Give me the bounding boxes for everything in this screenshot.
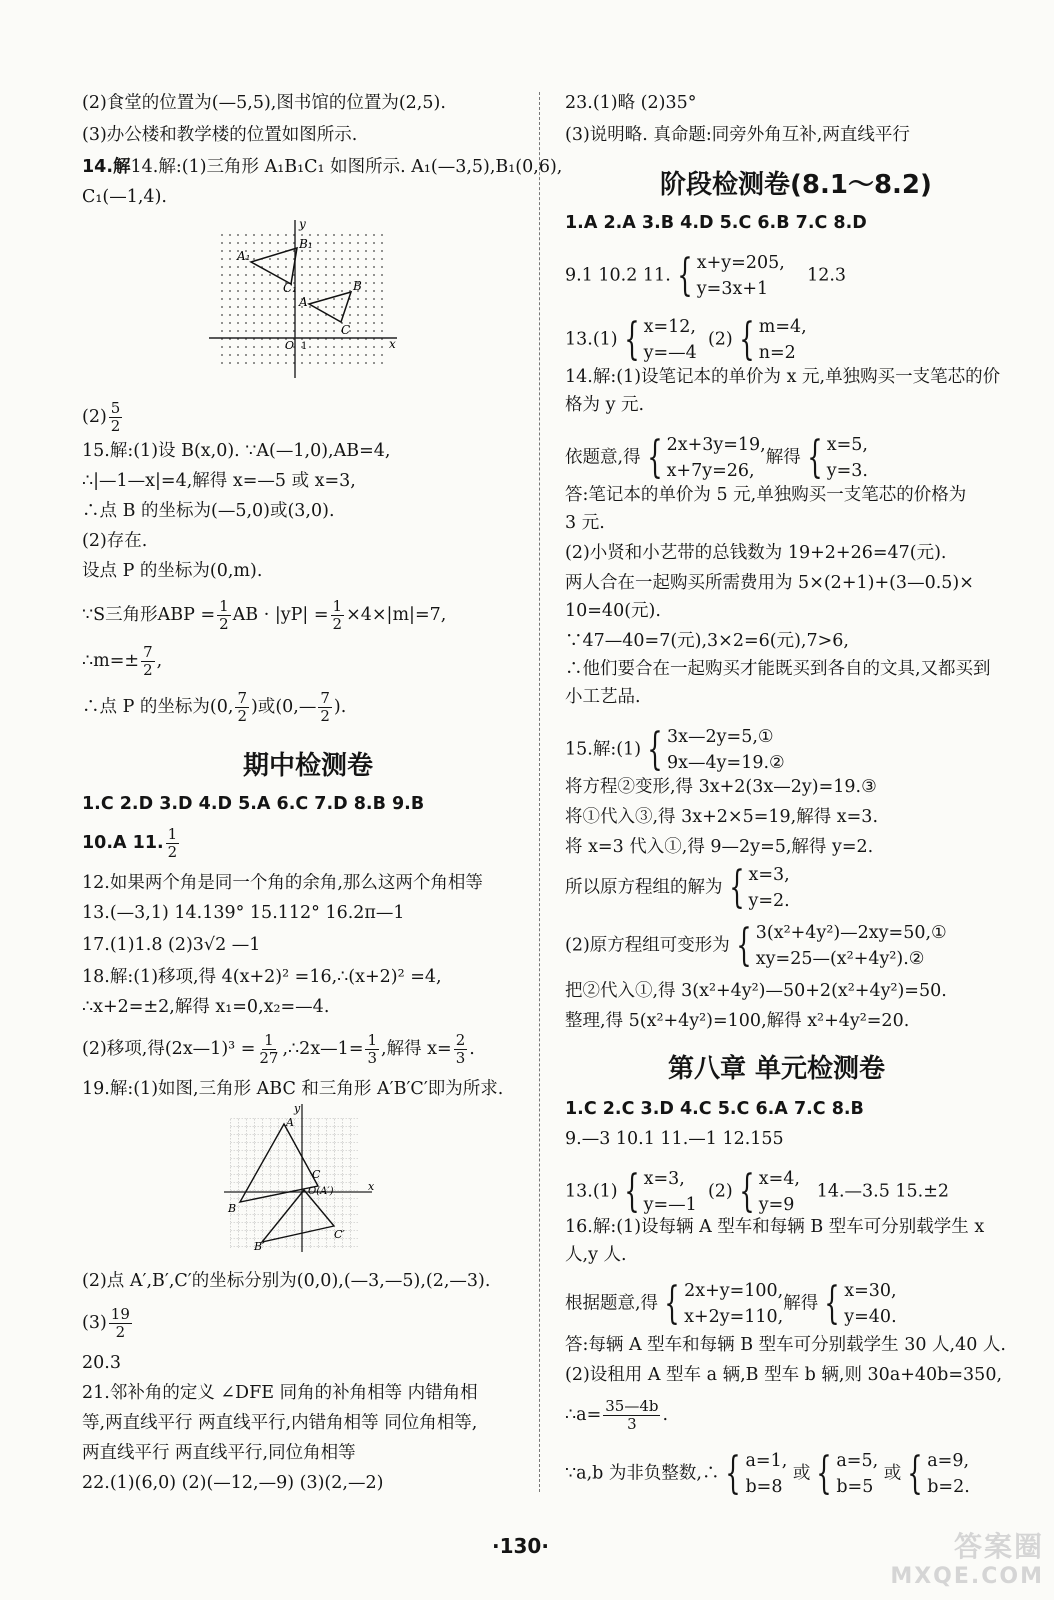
eq-group <box>745 1448 787 1500</box>
label-o-a-prime: O(A′) <box>308 1186 334 1197</box>
brace: { <box>907 1448 923 1499</box>
frac-den: 27 <box>259 1049 279 1067</box>
frac-2-3 <box>454 1032 468 1067</box>
frac-1-27 <box>257 1032 280 1067</box>
system-q14-b <box>801 432 868 484</box>
q14-line2: C₁(—1,4). <box>82 187 167 207</box>
brace: { <box>824 1278 840 1329</box>
stage-q14-c <box>565 432 868 484</box>
label-c: C <box>312 1168 321 1181</box>
stage-q14-e: 3 元. <box>565 513 605 533</box>
system-q15-sol <box>723 862 790 914</box>
s9-text: 9.1 10.2 11. <box>565 265 671 286</box>
system-c13-1 <box>618 1166 697 1218</box>
y-axis-letter: y <box>299 218 306 231</box>
s14c-text2: 解得 <box>765 447 801 468</box>
stage-q15-e <box>565 862 790 914</box>
midterm-q19-a: 19.解:(1)如图,三角形 ABC 和三角形 A′B′C′即为所求. <box>82 1079 504 1099</box>
midterm-q21-c: 两直线平行 两直线平行,同位角相等 <box>82 1443 356 1463</box>
stage-q14-g: 两人合在一起购买所需费用为 5×(2+1)+(3—0.5)× <box>565 573 974 593</box>
chapter8-q16-d: 答:每辆 A 型车和每辆 B 型车可分别载学生 30 人,40 人. <box>565 1335 1006 1355</box>
eq-line: 3(x²+4y²)—2xy=50,① <box>755 923 947 943</box>
frac-num: 7 <box>143 643 153 661</box>
system-sol2 <box>810 1448 878 1500</box>
brace: { <box>816 1448 833 1499</box>
stage-answers-1-8: 1.A 2.A 3.B 4.D 5.C 6.B 7.C 8.D <box>565 213 867 233</box>
q15-area-eq <box>82 598 446 633</box>
stage-q15-h: 整理,得 5(x²+4y²)=100,解得 x²+4y²=20. <box>565 1011 910 1031</box>
frac-num: 1 <box>219 597 229 615</box>
area-text1: ∵S三角形ABP = <box>82 605 216 625</box>
eq-line: a=5, <box>836 1451 879 1471</box>
frac-half-2 <box>331 598 345 633</box>
q15-p-coords <box>82 690 346 725</box>
chapter8-title: 第八章 单元检测卷 <box>668 1054 886 1084</box>
system-q13-2 <box>733 314 807 366</box>
eq-group <box>749 862 790 914</box>
watermark-logo <box>890 1532 1044 1592</box>
frac-p2 <box>318 690 332 725</box>
m18c-text3: ,解得 x= <box>381 1039 452 1059</box>
eq-line: a=9, <box>927 1451 970 1471</box>
brace: { <box>677 250 693 301</box>
eq-line: y=2. <box>748 891 790 911</box>
midterm-q13-16: 13.(—3,1) 14.139° 15.112° 16.2π—1 <box>82 903 405 923</box>
system-c16-a <box>658 1278 783 1330</box>
c14-text: 14.—3.5 15.±2 <box>816 1181 950 1202</box>
c16c-text1: 根据题意,得 <box>565 1293 659 1314</box>
stage-q15-f <box>565 920 947 972</box>
frac-num: 7 <box>237 689 247 707</box>
s15a-text: 15.解:(1) <box>565 739 642 760</box>
eq-line: b=8 <box>745 1477 783 1497</box>
eq-line: y=40. <box>844 1307 897 1327</box>
brace: { <box>739 1166 755 1217</box>
midterm-q18-c: (2)移项,得(2x—1)³ = $\frac{1}{27}$ ,∴2x—1= $\frac{1}{3}$ ,解得 x= $\frac{2}{3}$ . <box>82 1031 475 1067</box>
system-q13-1 <box>618 314 697 366</box>
midterm-q22: 22.(1)(6,0) (2)(—12,—9) (3)(2,—2) <box>82 1473 384 1493</box>
midterm-q18-b: ∴x+2=±2,解得 x₁=0,x₂=—4. <box>82 997 330 1017</box>
eq-line: 2x+3y=19, <box>666 435 766 455</box>
frac-num: 5 <box>110 399 121 417</box>
m19c-label: (3) <box>82 1313 107 1333</box>
m10-text: 10.A 11. <box>82 833 164 853</box>
m18c-text2: ,∴2x—1= <box>282 1039 364 1059</box>
x-axis-letter: x <box>389 337 396 351</box>
p-text1: ∴点 P 的坐标为 <box>82 697 210 717</box>
midterm-q18-a: 18.解:(1)移项,得 4(x+2)² =16,∴(x+2)² =4, <box>82 967 442 987</box>
system-q11 <box>671 250 785 302</box>
stage-q14-f: (2)小贤和小艺带的总钱数为 19+2+26=47(元). <box>565 543 947 563</box>
frac-num: 7 <box>320 689 330 707</box>
eq-group <box>697 250 785 302</box>
stage-q14-h: 10=40(元). <box>565 601 661 621</box>
eq-group <box>759 1166 800 1218</box>
q14-part2-label: (2) <box>82 407 107 427</box>
frac-den: 2 <box>320 707 330 725</box>
brace: { <box>739 314 755 365</box>
frac-den: 2 <box>115 1323 126 1341</box>
frac-den: 2 <box>332 615 343 633</box>
midterm-q19-c <box>82 1306 134 1341</box>
stage-q14-j: ∴他们要合在一起购买才能既买到各自的文具,又都买到 <box>565 659 991 679</box>
stage-test-title: 阶段检测卷(8.1～8.2) <box>660 170 932 200</box>
page-number: ·130· <box>492 1534 549 1558</box>
frac-half-11 <box>166 826 180 861</box>
frac-den: 3 <box>367 1049 378 1067</box>
m18c-text1: (2)移项,得(2x—1)³ = <box>82 1039 256 1059</box>
system-c13-2 <box>733 1166 800 1218</box>
q15-line4: (2)存在. <box>82 531 148 551</box>
p-text5: ). <box>333 697 347 717</box>
s14c-text1: 依题意,得 <box>565 447 641 468</box>
brace: { <box>728 862 745 913</box>
eq-line: xy=25—(x²+4y²).② <box>755 949 925 969</box>
frac-den: 2 <box>219 615 229 633</box>
q15-line2: ∴|—1—x|=4,解得 x=—5 或 x=3, <box>82 471 356 491</box>
s15f-text: (2)原方程组可变形为 <box>565 935 730 956</box>
eq-line: x=30, <box>844 1281 897 1301</box>
column-divider <box>539 92 540 1492</box>
p-text2: (0, <box>209 697 234 717</box>
eq-line: x=3, <box>748 865 790 885</box>
eq-group <box>836 1448 878 1500</box>
eq-line: 2x+y=100, <box>684 1281 784 1301</box>
eq-line: m=4, <box>758 317 807 337</box>
eq-line: x=4, <box>758 1169 800 1189</box>
eq-line: y=9 <box>758 1195 795 1215</box>
or-text: 或 <box>883 1463 902 1484</box>
brace: { <box>646 432 663 483</box>
stage-q9-12 <box>565 250 846 302</box>
c13-label2: (2) <box>707 1181 733 1202</box>
eq-group <box>644 1166 697 1218</box>
y-axis-letter: y <box>294 1102 301 1115</box>
stage-q14-b: 格为 y 元. <box>565 395 645 415</box>
frac-den: 2 <box>143 661 153 679</box>
eq-group <box>667 432 766 484</box>
midterm-q19-b: (2)点 A′,B′,C′的坐标分别为(0,0),(—3,—5),(2,—3). <box>82 1271 491 1291</box>
midterm-q21-a: 21.邻补角的定义 ∠DFE 同角的补角相等 内错角相 <box>82 1383 478 1403</box>
system-sol1 <box>719 1448 787 1500</box>
eq-line: a=1, <box>745 1451 788 1471</box>
eq-line: x=3, <box>643 1169 685 1189</box>
eq-line: 3x—2y=5,① <box>667 727 774 747</box>
eq-line: 9x—4y=19.② <box>667 753 785 773</box>
stage-q14-a: 14.解:(1)设笔记本的单价为 x 元,单独购买一支笔芯的价 <box>565 367 1001 387</box>
frac-num: 35—4b <box>605 1397 659 1415</box>
eq-line: y=3. <box>826 461 868 481</box>
label-a: A <box>286 1116 294 1129</box>
chapter8-q13-15 <box>565 1166 949 1218</box>
eq-group <box>756 920 947 972</box>
label-c-prime: C′ <box>334 1228 345 1241</box>
c16f-text: ∴a= <box>565 1405 602 1425</box>
m-text: ∴m=± <box>82 651 140 671</box>
label-a: A <box>299 295 308 309</box>
brace: { <box>623 1166 640 1217</box>
label-a1: A₁ <box>237 249 251 263</box>
frac-num: 1 <box>332 597 343 615</box>
midterm-answers-1-9: 1.C 2.D 3.D 4.D 5.A 6.C 7.D 8.B 9.B <box>82 794 425 814</box>
five-halves <box>109 400 123 435</box>
stage-q15-b: 将方程②变形,得 3x+2(3x—2y)=19.③ <box>565 777 877 797</box>
frac-den: 3 <box>627 1415 637 1433</box>
q15-m-value: ∴m=± $\frac{7}{2}$ , <box>82 643 163 679</box>
system-c16-b <box>818 1278 896 1330</box>
s15e-text: 所以原方程组的解为 <box>565 877 723 898</box>
brace: { <box>623 314 640 365</box>
q13-part3: (3)办公楼和教学楼的位置如图所示. <box>82 125 358 145</box>
chapter8-q16-a: 16.解:(1)设每辆 A 型车和每辆 B 型车可分别载学生 x <box>565 1217 985 1237</box>
eq-line: x=12, <box>643 317 696 337</box>
frac-num: 19 <box>110 1305 130 1323</box>
midterm-q21-b: 等,两直线平行 两直线平行,内错角相等 同位角相等, <box>82 1413 478 1433</box>
label-c: C <box>341 323 351 337</box>
or-text: 或 <box>792 1463 811 1484</box>
chapter8-answers-1-8: 1.C 2.C 3.D 4.C 5.C 6.A 7.C 8.B <box>565 1099 864 1119</box>
s12-text: 12.3 <box>807 265 847 286</box>
q15-line5: 设点 P 的坐标为(0,m). <box>82 561 263 581</box>
stage-q14-d: 答:笔记本的单价为 5 元,单独购买一支笔芯的价格为 <box>565 485 967 505</box>
frac-num: 1 <box>367 1031 378 1049</box>
eq-group <box>827 432 868 484</box>
frac-19-2 <box>109 1306 132 1341</box>
frac-den: 2 <box>167 843 178 861</box>
label-c1: C₁ <box>283 281 297 295</box>
p-text4: (0,— <box>275 697 317 717</box>
eq-line: n=2 <box>758 343 796 363</box>
label-b-prime: B′ <box>254 1240 265 1253</box>
stage-q15-a <box>565 724 785 776</box>
brace: { <box>807 432 823 483</box>
stage-q15-c: 将①代入③,得 3x+2×5=19,解得 x=3. <box>565 807 879 827</box>
label-b: B <box>228 1202 237 1215</box>
label-b1: B₁ <box>299 237 313 251</box>
area-text2: AB · |yP| = <box>232 605 329 625</box>
s13-label2: (2) <box>707 329 733 350</box>
c13-label: 13.(1) <box>565 1181 618 1202</box>
watermark-line2: MXQE.COM <box>890 1564 1044 1589</box>
stage-q13 <box>565 314 807 366</box>
q19-coordinate-figure <box>222 1102 380 1254</box>
midterm-q20: 20.3 <box>82 1353 121 1373</box>
system-q15-2 <box>730 920 947 972</box>
eq-group <box>684 1278 783 1330</box>
frac-den: 3 <box>455 1049 466 1067</box>
label-b: B <box>353 279 362 293</box>
s13-label: 13.(1) <box>565 329 618 350</box>
stage-q14-i: ∵47—40=7(元),3×2=6(元),7>6, <box>565 631 849 651</box>
stage-q15-g: 把②代入①,得 3(x²+4y²)—50+2(x²+4y²)=50. <box>565 981 947 1001</box>
midterm-title: 期中检测卷 <box>243 751 374 781</box>
eq-group <box>927 1448 970 1500</box>
brace: { <box>725 1448 742 1499</box>
tick-one: 1 <box>301 341 308 352</box>
eq-line: x=5, <box>826 435 868 455</box>
system-q14-a <box>641 432 766 484</box>
area-text3: ×4×|m|=7, <box>346 605 447 625</box>
chapter8-q16-c <box>565 1278 897 1330</box>
chapter8-q16-g <box>565 1448 970 1500</box>
eq-line: x+7y=26, <box>666 461 755 481</box>
system-sol3 <box>901 1448 970 1500</box>
q14-coordinate-figure <box>205 218 405 380</box>
eq-group <box>759 314 807 366</box>
chapter8-q16-f: ∴a= $\frac{35—4b}{3}$ . <box>565 1397 669 1433</box>
eq-group <box>667 724 785 776</box>
c16g-text: ∵a,b 为非负整数,∴ <box>565 1463 720 1484</box>
q14-text: 14.解:(1)三角形 A₁B₁C₁ 如图所示. A₁(—3,5),B₁(0,6), <box>130 157 563 177</box>
eq-line: y=—4 <box>643 343 697 363</box>
eq-line: b=5 <box>836 1477 874 1497</box>
origin-letter: O <box>285 339 295 352</box>
frac-den: 2 <box>237 707 247 725</box>
q13-part2: (2)食堂的位置为(—5,5),图书馆的位置为(2,5). <box>82 93 446 113</box>
eq-line: y=3x+1 <box>696 279 769 299</box>
chapter8-q16-b: 人,y 人. <box>565 1245 627 1265</box>
q15-line3: ∴点 B 的坐标为(—5,0)或(3,0). <box>82 501 335 521</box>
eq-line: x+y=205, <box>696 253 785 273</box>
x-axis-letter: x <box>368 1180 375 1193</box>
eq-group <box>844 1278 896 1330</box>
brace: { <box>647 724 663 775</box>
q23-a: 23.(1)略 (2)35° <box>565 93 697 113</box>
midterm-answers-10-11 <box>82 826 181 861</box>
eq-line: b=2. <box>927 1477 970 1497</box>
q14-part2 <box>82 400 124 435</box>
frac-num: 2 <box>455 1031 466 1049</box>
eq-line: y=—1 <box>643 1195 697 1215</box>
brace: { <box>664 1278 680 1329</box>
chapter8-q16-e: (2)设租用 A 型车 a 辆,B 型车 b 辆,则 30a+40b=350, <box>565 1365 1003 1385</box>
watermark-line1: 答案圈 <box>953 1530 1044 1563</box>
frac-1-3 <box>365 1032 379 1067</box>
brace: { <box>736 920 752 971</box>
frac-num: 1 <box>167 825 178 843</box>
q23-b: (3)说明略. 真命题:同旁外角互补,两直线平行 <box>565 125 910 145</box>
midterm-q17: 17.(1)1.8 (2)3√2 —1 <box>82 935 261 955</box>
stage-q15-d: 将 x=3 代入①,得 9—2y=5,解得 y=2. <box>565 837 874 857</box>
system-q15-1 <box>641 724 785 776</box>
q15-line1: 15.解:(1)设 B(x,0). ∵A(—1,0),AB=4, <box>82 441 391 461</box>
frac-seven-halves <box>141 644 155 679</box>
p-text3: )或 <box>250 697 276 717</box>
frac-half-1 <box>217 598 231 633</box>
eq-line: x+2y=110, <box>684 1307 784 1327</box>
q14-line1: 14.解14.解:(1)三角形 A₁B₁C₁ 如图所示. A₁(—3,5),B₁(0,6), <box>82 157 563 177</box>
stage-q14-k: 小工艺品. <box>565 687 641 707</box>
frac-a-value <box>603 1398 660 1433</box>
frac-num: 1 <box>264 1031 274 1049</box>
frac-p1 <box>235 690 249 725</box>
chapter8-q9-12: 9.—3 10.1 11.—1 12.155 <box>565 1129 784 1149</box>
eq-group <box>644 314 697 366</box>
c16c-text2: 解得 <box>783 1293 819 1314</box>
frac-den: 2 <box>110 417 121 435</box>
midterm-q12: 12.如果两个角是同一个角的余角,那么这两个角相等 <box>82 873 483 893</box>
